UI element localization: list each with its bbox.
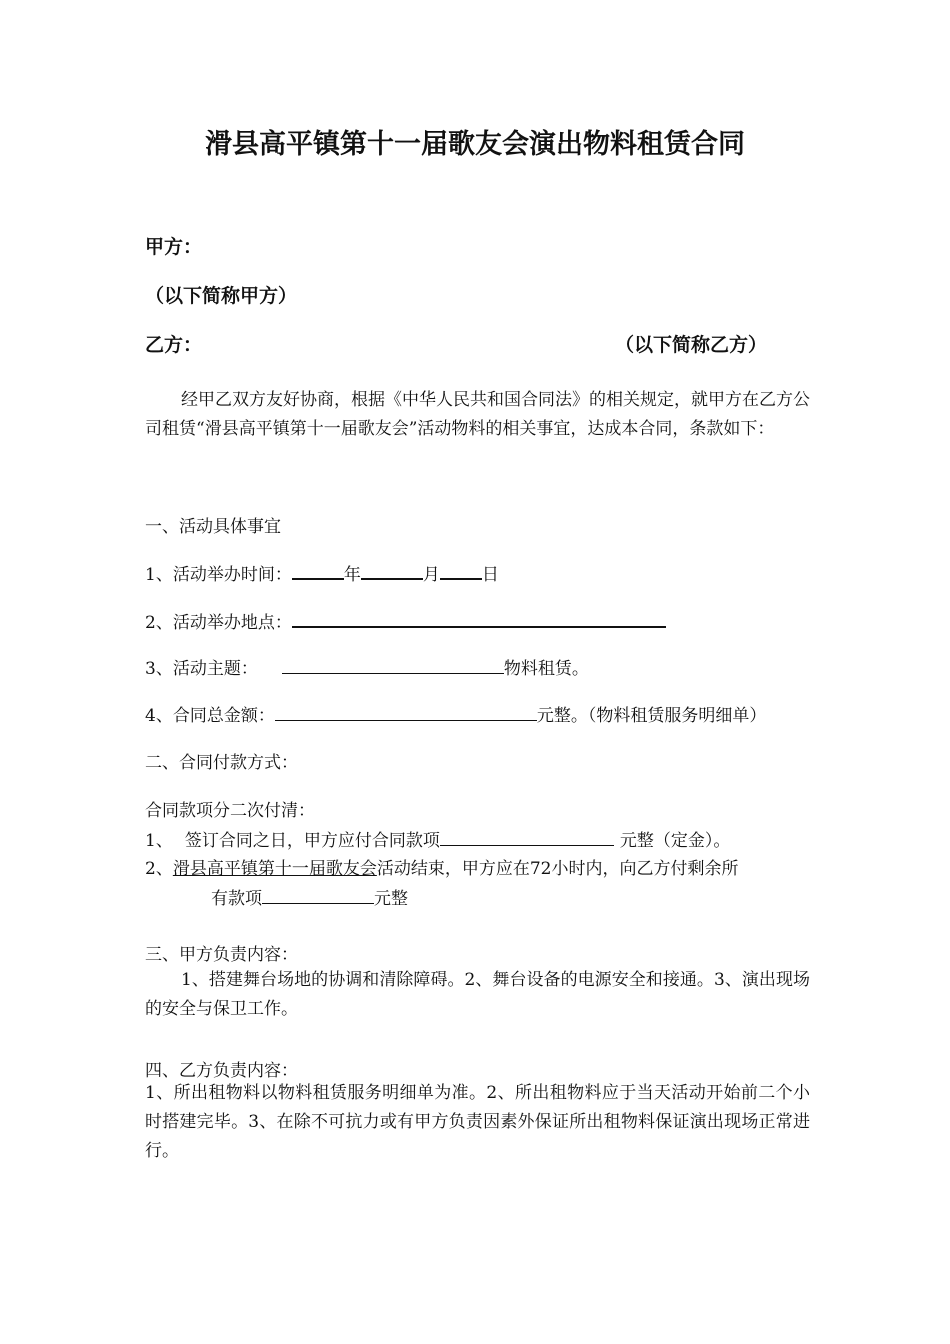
- payment1-text: 签订合同之日，甲方应付合同款项: [184, 831, 440, 851]
- theme-suffix: 物料租赁。: [503, 659, 589, 679]
- section3-body: 1、搭建舞台场地的协调和清除障碍。2、舞台设备的电源安全和接通。3、演出现场的安全与保卫工作。: [145, 970, 810, 1019]
- event-name-underlined: 滑县高平镇第十一届歌友会: [172, 859, 377, 879]
- day-unit: 日: [481, 565, 499, 585]
- section1-item3: [145, 653, 589, 679]
- section1-item1: [145, 558, 499, 585]
- total-amount-blank[interactable]: [275, 700, 537, 721]
- section4-body: 1、所出租物料以物料租赁服务明细单为准。2、所出租物料应于当天活动开始前二个小时搭建完毕。3、在除不可抗力或有甲方负责因素外保证所出租物料保证演出现场正常进行。: [145, 1083, 810, 1161]
- total-amount-label: 4、合同总金额：: [145, 706, 275, 726]
- party-b-label: 乙方：: [145, 334, 203, 356]
- section2-heading: 二、合同付款方式：: [145, 753, 298, 773]
- section2-intro: 合同款项分二次付清：: [145, 801, 315, 821]
- payment2-text: 活动结束，甲方应在72小时内，向乙方付剩余所: [376, 859, 739, 879]
- party-a-label: 甲方：: [145, 236, 203, 258]
- payment2-cont: 有款项: [211, 889, 262, 909]
- section3-heading: 三、甲方负责内容：: [145, 945, 298, 965]
- year-unit: 年: [343, 565, 361, 585]
- payment2-number: 2、: [145, 859, 173, 879]
- deposit-blank[interactable]: [440, 825, 614, 846]
- location-blank[interactable]: [292, 606, 666, 628]
- remaining-blank[interactable]: [262, 883, 374, 904]
- intro-paragraph: 经甲乙双方友好协商，根据《中华人民共和国合同法》的相关规定，就甲方在乙方公司租赁“滑县高平镇第十一届歌友会”活动物料的相关事宜，达成本合同，条款如下：: [145, 390, 810, 439]
- payment1-suffix: 元整（定金）。: [619, 831, 731, 851]
- year-blank[interactable]: [292, 558, 344, 580]
- section1-heading: 一、活动具体事宜: [145, 517, 281, 537]
- total-amount-suffix: 元整。（物料租赁服务明细单）: [536, 706, 767, 726]
- event-theme-label: 3、活动主题：: [145, 659, 258, 679]
- section1-item2: [145, 606, 666, 633]
- section2-item1: [145, 825, 730, 851]
- day-blank[interactable]: [440, 558, 482, 580]
- section2-item2-cont: [211, 883, 408, 909]
- event-location-label: 2、活动举办地点：: [145, 613, 292, 633]
- event-time-label: 1、活动举办时间：: [145, 565, 292, 585]
- section4-heading: 四、乙方负责内容：: [145, 1061, 298, 1081]
- section2-item2: [145, 854, 738, 879]
- payment2-suffix: 元整: [374, 889, 408, 909]
- month-unit: 月: [422, 565, 440, 585]
- payment1-number: 1、: [145, 831, 173, 851]
- party-b-alias: （以下简称乙方）: [615, 334, 768, 356]
- document-title: 滑县高平镇第十一届歌友会演出物料租赁合同: [205, 129, 745, 160]
- month-blank[interactable]: [361, 558, 423, 580]
- section1-item4: [145, 700, 766, 726]
- party-a-alias: （以下简称甲方）: [145, 285, 298, 307]
- theme-blank[interactable]: [282, 653, 504, 674]
